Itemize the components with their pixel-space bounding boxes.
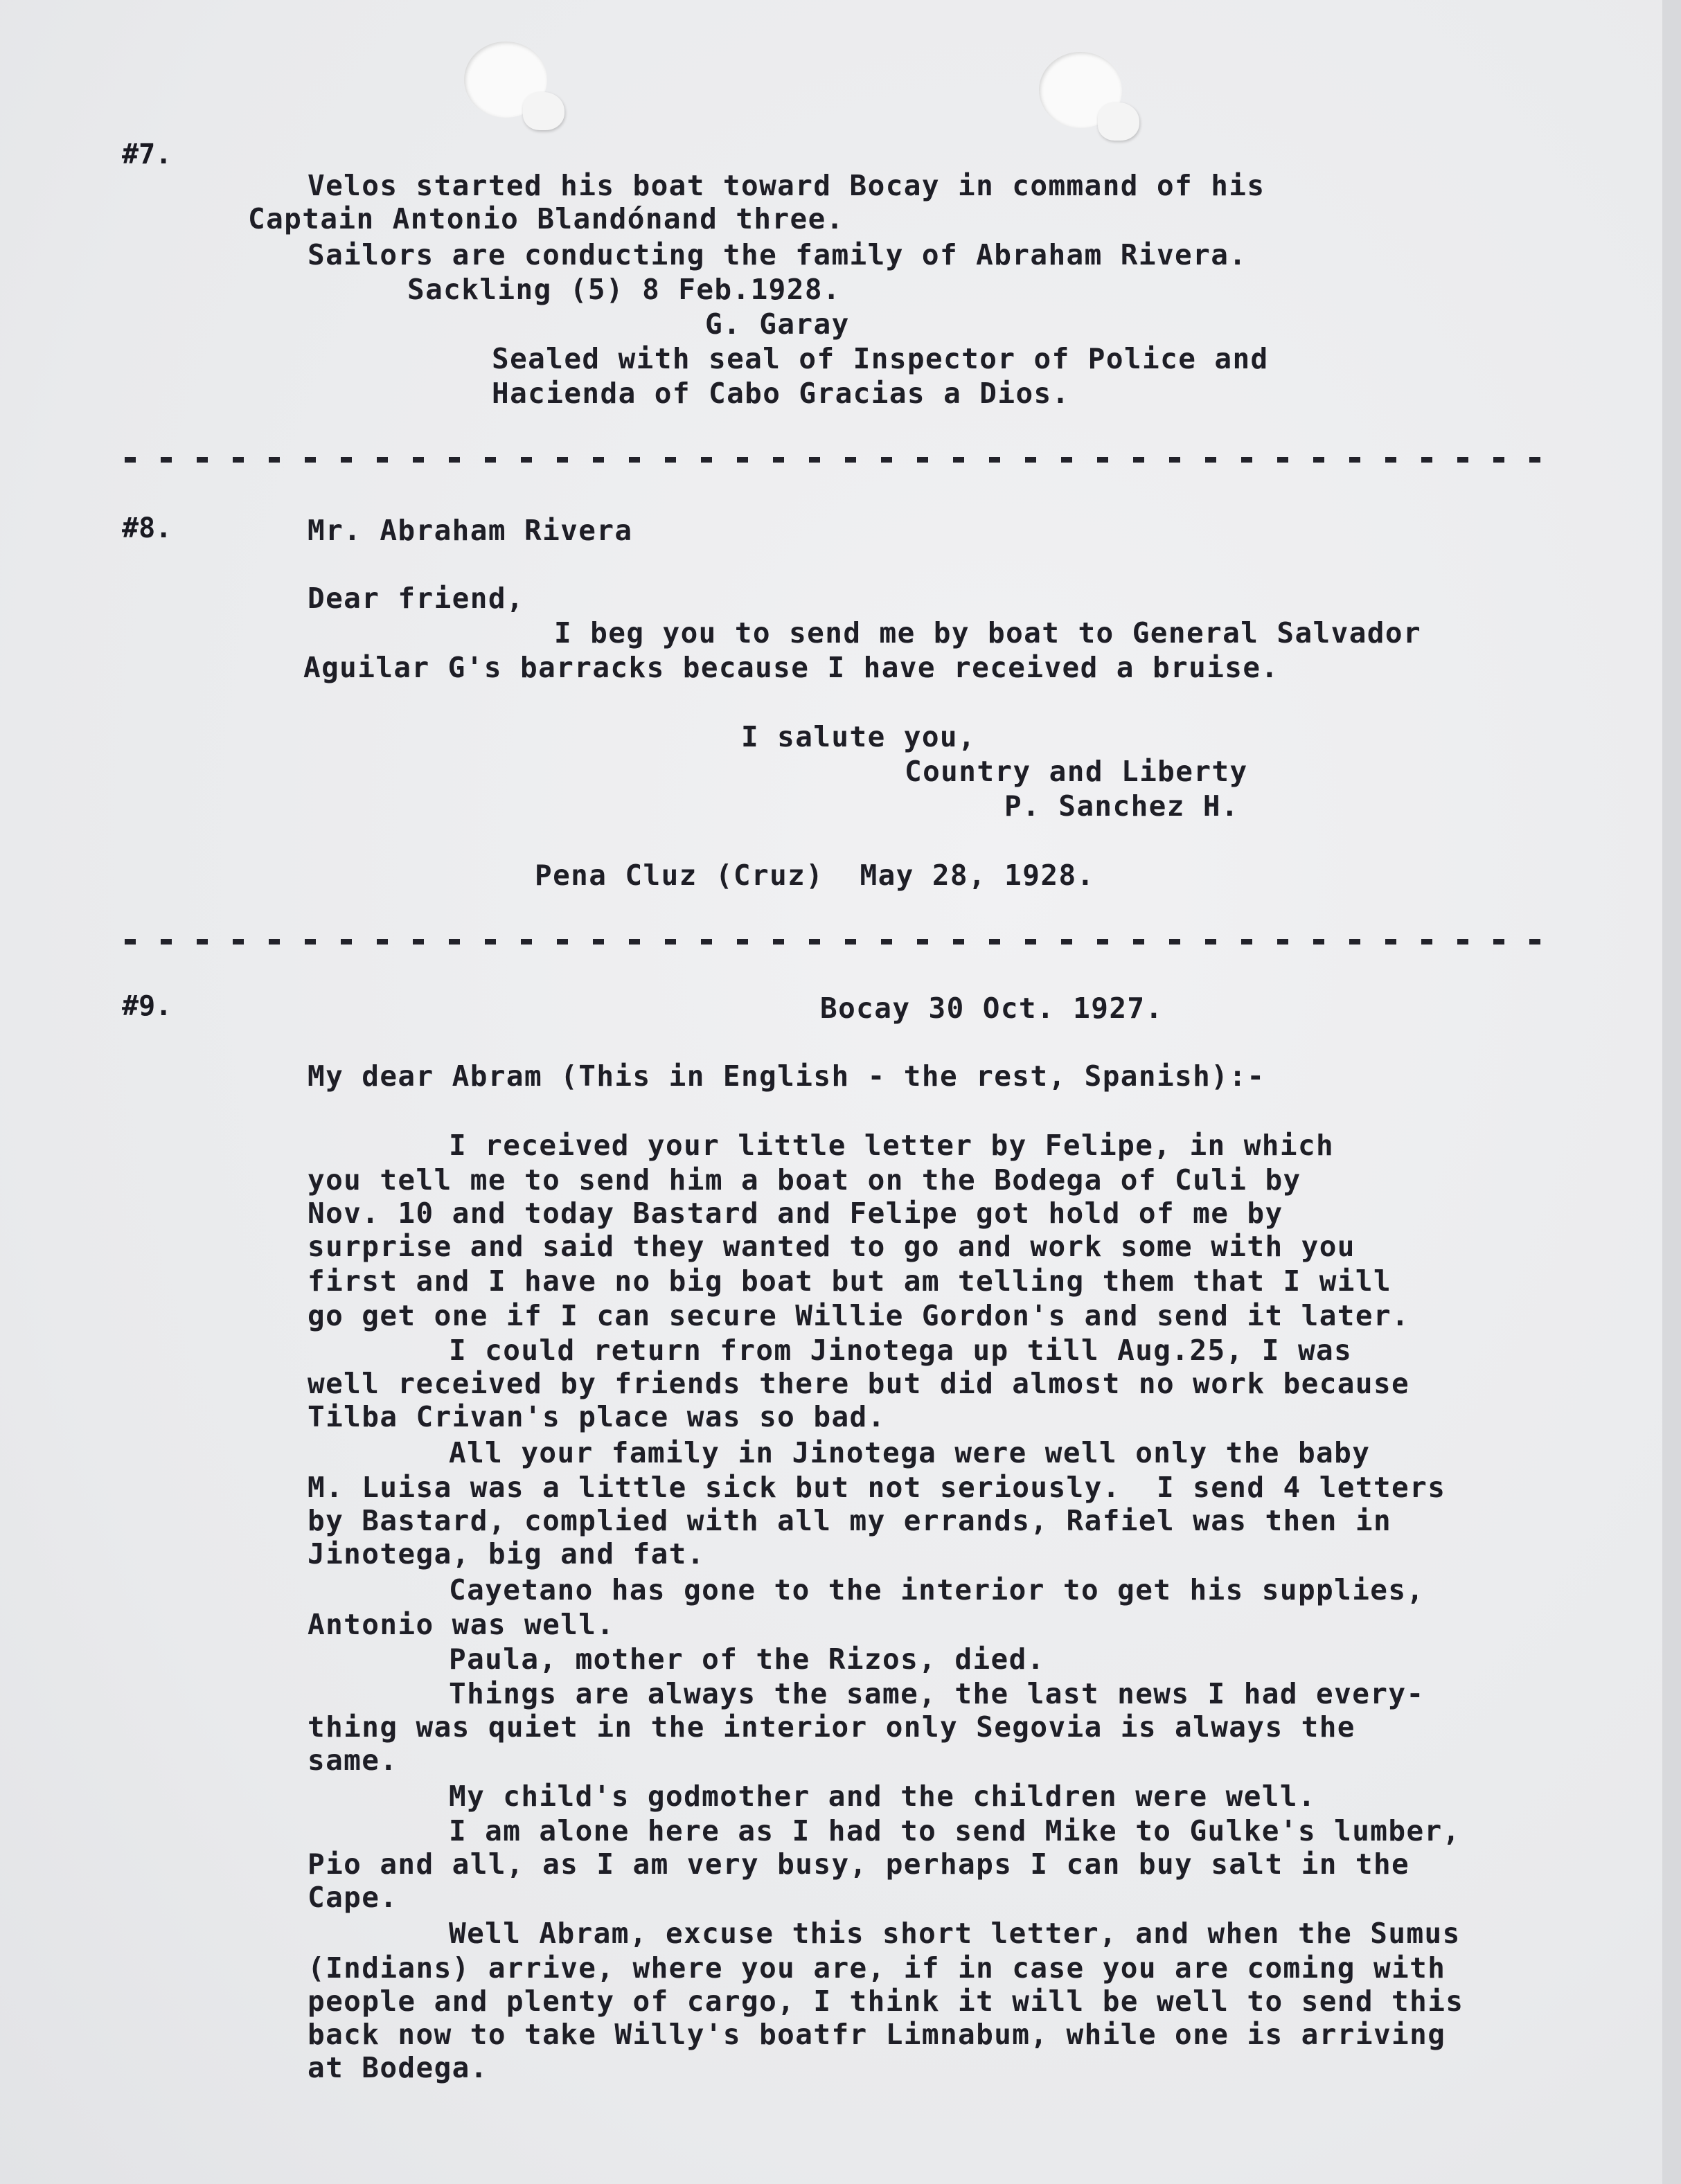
entry9-line: you tell me to send him a boat on the Bodega of Culi by xyxy=(308,1163,1301,1197)
entry8-body-line: Aguilar G's barracks because I have received a bruise. xyxy=(303,651,1279,684)
entry8-closing: I salute you, xyxy=(741,720,977,753)
entry-number-9: #9. xyxy=(122,990,172,1022)
entry9-line: M. Luisa was a little sick but not seriously. I send 4 letters xyxy=(308,1471,1446,1504)
entry9-salutation: My dear Abram (This in English - the rest, Spanish):- xyxy=(308,1059,1265,1093)
entry8-addressee: Mr. Abraham Rivera xyxy=(308,514,633,547)
entry9-line: I am alone here as I had to send Mike to Gulke's lumber, xyxy=(449,1814,1461,1847)
entry7-line: Sealed with seal of Inspector of Police and xyxy=(492,342,1269,375)
entry9-line: same. xyxy=(308,1744,398,1777)
entry9-line: Paula, mother of the Rizos, died. xyxy=(449,1643,1045,1676)
entry9-line: Well Abram, excuse this short letter, and when the Sumus xyxy=(449,1917,1461,1950)
entry7-line: Captain Antonio Blandónand three. xyxy=(248,202,844,235)
entry9-line: (Indians) arrive, where you are, if in case you are coming with xyxy=(308,1951,1446,1985)
page-edge xyxy=(1662,0,1681,2184)
entry8-body-line: I beg you to send me by boat to General Salvador xyxy=(554,616,1422,650)
entry9-line: My child's godmother and the children were well. xyxy=(449,1780,1317,1813)
punch-hole xyxy=(464,42,547,118)
entry9-line: back now to take Willy's boatfr Limnabum, while one is arriving xyxy=(308,2018,1446,2051)
entry9-line: at Bodega. xyxy=(308,2051,488,2084)
entry-number-8: #8. xyxy=(122,512,172,544)
entry9-line: people and plenty of cargo, I think it will be well to send this xyxy=(308,1985,1464,2018)
entry9-line: surprise and said they wanted to go and work some with you xyxy=(308,1230,1355,1263)
entry9-line: Antonio was well. xyxy=(308,1608,615,1641)
entry9-line: go get one if I can secure Willie Gordon's and send it later. xyxy=(308,1299,1410,1332)
entry9-line: I received your little letter by Felipe, in which xyxy=(449,1129,1335,1162)
entry9-line: Things are always the same, the last news I had every- xyxy=(449,1677,1425,1710)
entry9-line: Cape. xyxy=(308,1881,398,1914)
entry7-line: Velos started his boat toward Bocay in command of his xyxy=(308,169,1265,202)
entry8-closing: Country and Liberty xyxy=(905,755,1248,788)
entry9-line: by Bastard, complied with all my errands, Rafiel was then in xyxy=(308,1504,1392,1537)
entry7-line: Sackling (5) 8 Feb.1928. xyxy=(407,273,842,306)
entry9-line: Jinotega, big and fat. xyxy=(308,1537,705,1570)
entry9-date: Bocay 30 Oct. 1927. xyxy=(820,992,1164,1025)
entry9-line: Cayetano has gone to the interior to get his supplies, xyxy=(449,1573,1425,1606)
entry8-place-date: Pena Cluz (Cruz) May 28, 1928. xyxy=(535,859,1095,892)
dashed-separator xyxy=(125,457,1551,463)
entry9-line: thing was quiet in the interior only Segovia is always the xyxy=(308,1710,1355,1744)
punch-hole xyxy=(1039,52,1122,128)
dashed-separator xyxy=(125,939,1551,945)
entry8-signature: P. Sanchez H. xyxy=(1004,789,1240,823)
entry9-line: Nov. 10 and today Bastard and Felipe got hold of me by xyxy=(308,1197,1283,1230)
entry9-line: Tilba Crivan's place was so bad. xyxy=(308,1400,886,1433)
entry9-line: well received by friends there but did almost no work because xyxy=(308,1367,1410,1400)
entry9-line: first and I have no big boat but am telling them that I will xyxy=(308,1264,1392,1298)
entry9-line: All your family in Jinotega were well only the baby xyxy=(449,1436,1371,1469)
entry9-line: I could return from Jinotega up till Aug.25, I was xyxy=(449,1334,1353,1367)
entry7-line: Hacienda of Cabo Gracias a Dios. xyxy=(492,377,1070,410)
entry7-line: Sailors are conducting the family of Abraham Rivera. xyxy=(308,238,1247,271)
entry7-signature: G. Garay xyxy=(705,307,850,341)
entry9-line: Pio and all, as I am very busy, perhaps I can buy salt in the xyxy=(308,1847,1410,1881)
entry8-salutation: Dear friend, xyxy=(308,582,525,615)
entry-number-7: #7. xyxy=(122,138,172,170)
